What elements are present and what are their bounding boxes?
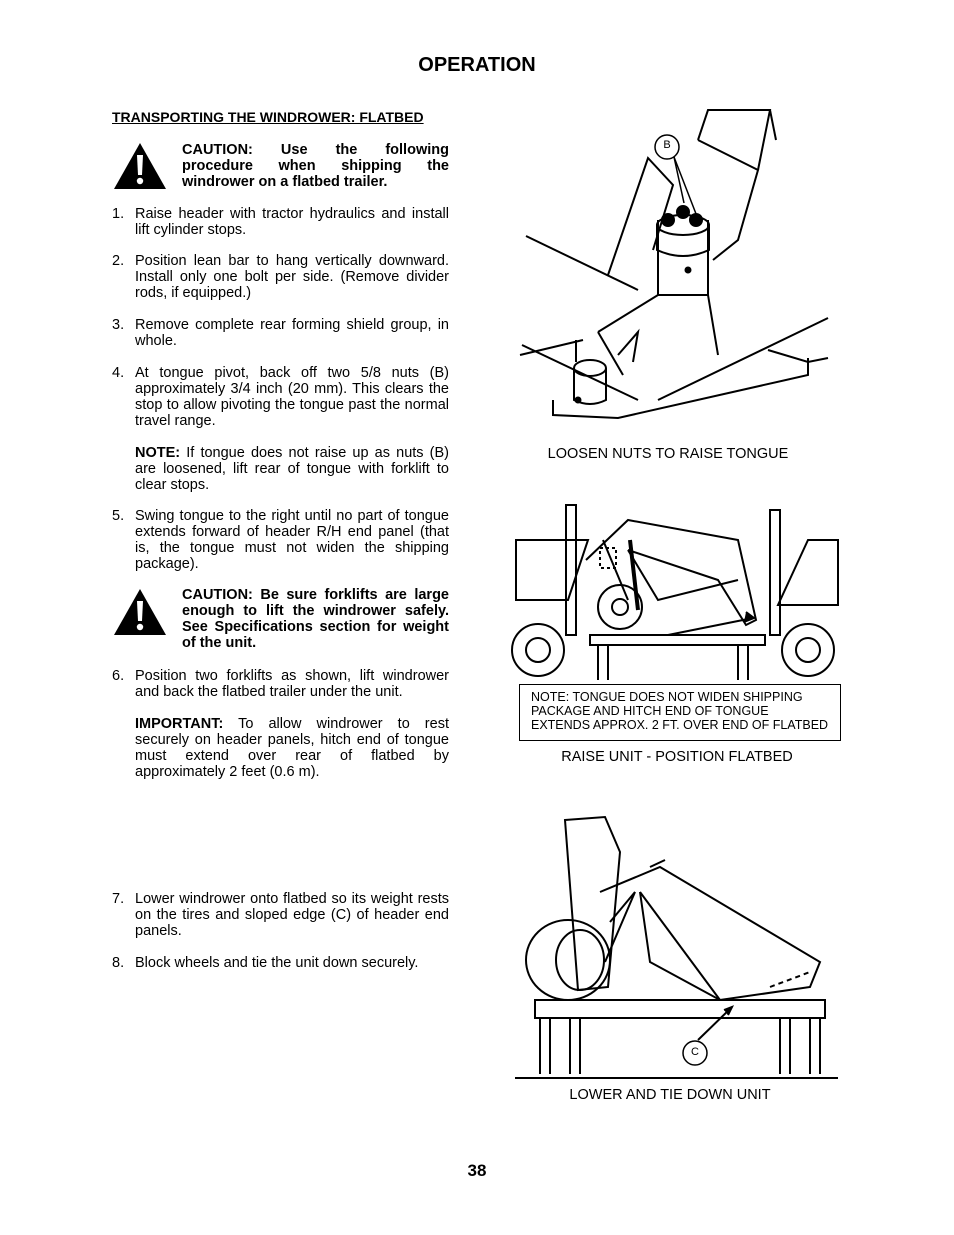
callout-b-label: B	[663, 139, 671, 151]
caution-1-line-2: procedure when shipping the	[182, 158, 449, 174]
figure-3-caption: LOWER AND TIE DOWN UNIT	[569, 1087, 771, 1103]
step-5: 5. Swing tongue to the right until no part of tongue extends forward of header R/H end panel (that is, the tongue must not widen the shipping package).	[112, 508, 449, 572]
step-3: 3. Remove complete rear forming shield group, in whole.	[112, 317, 449, 349]
step-8: 8. Block wheels and tie the unit down securely.	[112, 955, 419, 971]
step-2: 2. Position lean bar to hang vertically downward. Install only one bolt per side. (Remove divider rods, if equipped.)	[112, 253, 449, 301]
caution-1-label: CAUTION:	[182, 142, 253, 158]
figure-raise-unit	[508, 500, 848, 682]
step-6: 6. Position two forklifts as shown, lift windrower and back the flatbed trailer under the unit.	[112, 668, 449, 700]
caution-2: CAUTION: Be sure forklifts are large enough to lift the windrower safely. See Specifications section for weight of the unit.	[182, 587, 449, 651]
step-7: 7. Lower windrower onto flatbed so its weight rests on the tires and sloped edge (C) of header end panels.	[112, 891, 449, 939]
page-number: 38	[467, 1161, 487, 1180]
figure-1-caption: LOOSEN NUTS TO RAISE TONGUE	[547, 446, 789, 462]
figure-2-caption: RAISE UNIT - POSITION FLATBED	[561, 749, 793, 765]
figure-lower-tie-down	[510, 812, 840, 1084]
step-4: 4. At tongue pivot, back off two 5/8 nuts (B) approximately 3/4 inch (20 mm). This clears the stop to allow pivoting the tongue past the normal travel range.	[112, 365, 449, 429]
note-step-4: NOTE: If tongue does not raise up as nuts (B) are loosened, lift rear of tongue with forklift to clear stops.	[135, 445, 450, 493]
caution-1	[182, 142, 449, 190]
callout-c-label: C	[691, 1046, 699, 1058]
caution-1-line-1: CAUTION: Use the following	[182, 142, 449, 158]
step-1: 1. Raise header with tractor hydraulics and install lift cylinder stops.	[112, 206, 449, 238]
section-heading: TRANSPORTING THE WINDROWER: FLATBED	[112, 109, 424, 125]
caution-1-line-3: windrower on a flatbed trailer.	[182, 174, 388, 190]
warning-icon	[112, 587, 168, 637]
important-step-6: IMPORTANT: To allow windrower to rest securely on header panels, hitch end of tongue must extend over rear of flatbed by approximately 2 feet (0.6 m).	[135, 716, 449, 780]
warning-icon	[112, 141, 168, 191]
figure-2-note: NOTE: TONGUE DOES NOT WIDEN SHIPPING PACKAGE AND HITCH END OF TONGUE EXTENDS APPROX. 2 FT. OVER END OF FLATBED	[519, 684, 841, 741]
page-title: OPERATION	[418, 54, 536, 76]
